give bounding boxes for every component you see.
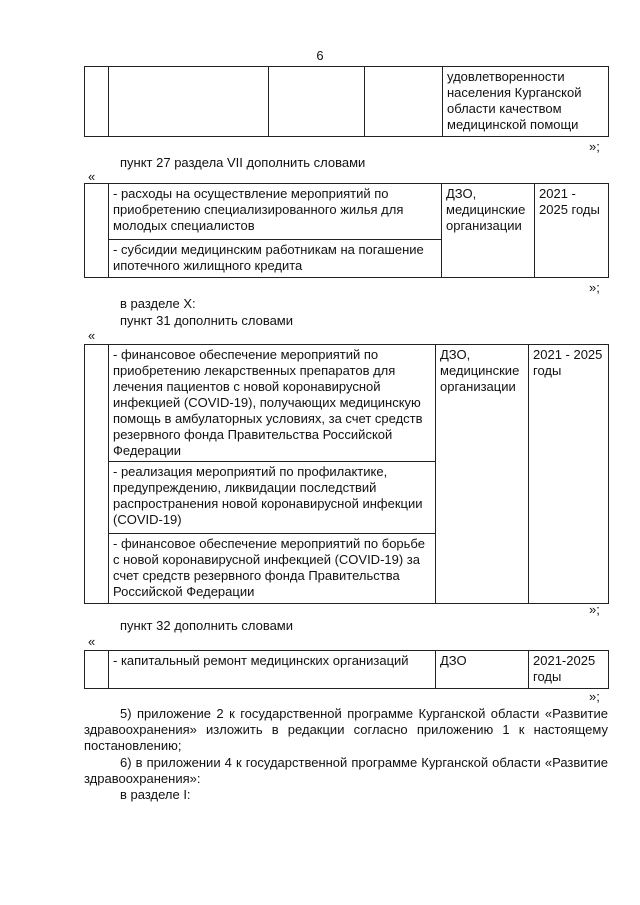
paragraph-item-31: пункт 31 дополнить словами	[120, 313, 294, 328]
table-cell	[85, 651, 109, 689]
paragraph-section-i: в разделе I:	[120, 787, 191, 802]
table-cell: - финансовое обеспечение мероприятий по борьбе с новой коронавирусной инфекцией (COVID-19) за счет средств резервного фонда Правительства Российской Федерации	[109, 534, 436, 604]
table-cell: ДЗО, медицинские организации	[436, 345, 529, 604]
table-cell: удовлетворенности населения Курганской области качеством медицинской помощи	[443, 67, 609, 137]
table-item-31	[84, 344, 609, 604]
opening-quote: «	[88, 328, 96, 343]
paragraph-appendix-4: 6) в приложении 4 к государственной программе Курганской области «Развитие здравоохранения»:	[84, 755, 608, 786]
opening-quote: «	[88, 169, 96, 184]
table-cell: - расходы на осуществление мероприятий по приобретению специализированного жилья для молодых специалистов	[109, 184, 442, 240]
table-cell	[85, 184, 109, 278]
table-row	[85, 184, 609, 240]
table-cell: ДЗО	[436, 651, 529, 689]
paragraph-item-27: пункт 27 раздела VII дополнить словами	[120, 155, 366, 170]
paragraph-appendix-2: 5) приложение 2 к государственной программе Курганской области «Развитие здравоохранения» изложить в редакции согласно приложению 1 к настоящему постановлению;	[84, 706, 608, 753]
table-cell	[85, 345, 109, 604]
closing-quote: »;	[589, 602, 600, 617]
table-cell	[85, 67, 109, 137]
table-row	[85, 345, 609, 462]
table-item-32	[84, 650, 609, 689]
paragraph-section-x: в разделе X:	[120, 296, 196, 311]
table-cell: 2021 - 2025 годы	[529, 345, 609, 604]
table-cell: - субсидии медицинским работникам на погашение ипотечного жилищного кредита	[109, 240, 442, 278]
table-cell	[365, 67, 443, 137]
table-cell	[269, 67, 365, 137]
table-cell: 2021 - 2025 годы	[535, 184, 609, 278]
closing-quote: »;	[589, 280, 600, 295]
table-cell: - капитальный ремонт медицинских организаций	[109, 651, 436, 689]
page-number: 6	[316, 48, 324, 63]
closing-quote: »;	[589, 139, 600, 154]
table-cell: - финансовое обеспечение мероприятий по приобретению лекарственных препаратов для лечения пациентов с новой коронавирусной инфекцией (COVID-19), получающих медицинскую помощь в амбулаторных условиях, за счет средств резервного фонда Правительства Российской Федерации	[109, 345, 436, 462]
paragraph-item-32: пункт 32 дополнить словами	[120, 618, 294, 633]
table-cell: ДЗО, медицинские организации	[442, 184, 535, 278]
table-cell	[109, 67, 269, 137]
opening-quote: «	[88, 634, 96, 649]
table-item-27	[84, 183, 609, 278]
table-row	[85, 67, 609, 137]
closing-quote: »;	[589, 689, 600, 704]
table-row	[85, 651, 609, 689]
table-cell: 2021-2025 годы	[529, 651, 609, 689]
table-continuation	[84, 66, 609, 137]
table-cell: - реализация мероприятий по профилактике, предупреждению, ликвидации последствий распространения новой коронавирусной инфекции (COVID-19)	[109, 462, 436, 534]
